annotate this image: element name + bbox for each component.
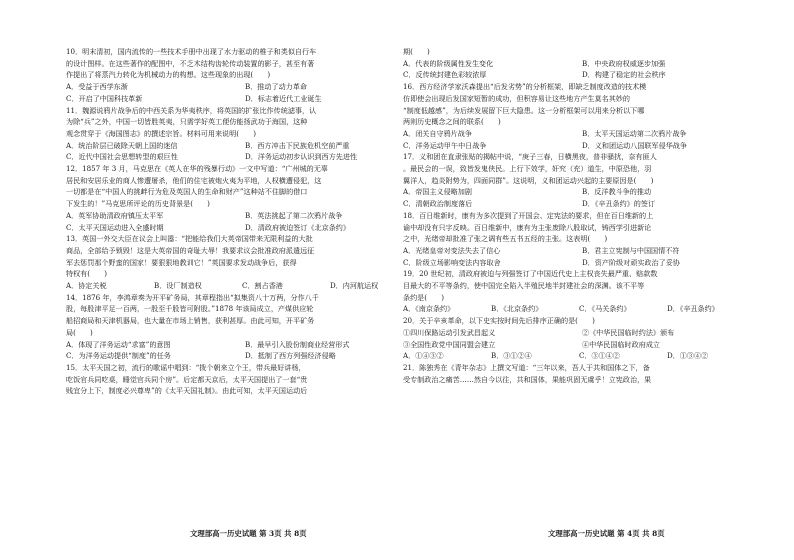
- option-d: D．资产阶级对顽实政治了妥协: [582, 257, 680, 267]
- option-d: D．洋务运动初步认识到西方先进性: [245, 152, 358, 162]
- question-12: [66, 163, 418, 233]
- question-stem-line: 11．魏源说鸦片战争后的中西关系为华夷秩序，将英国的扩张比作传统滤事，认: [66, 105, 317, 115]
- question-stem-line: 21．陈独秀在《青年杂志》上撰文写道：“三年以来，吾人于共和国体之下，备: [403, 362, 650, 372]
- question-stem-line: 的设计图样。在这些著作的配图中，不乏木结构齿轮传动装置的影子，甚至有著: [66, 58, 315, 68]
- option-d: D．清政府被迫签订《北京条约》: [245, 222, 350, 232]
- option-list: [403, 350, 755, 362]
- option-b: B．《北京条约》: [491, 304, 543, 314]
- option-a: A．统治阶层已破除天朝上国的迷信: [66, 140, 178, 150]
- option-d: D．①③④②: [667, 351, 709, 361]
- option-b: B．设厂制造权: [154, 281, 202, 291]
- option-c: C．割占香港: [242, 281, 283, 291]
- option-list: [66, 339, 418, 362]
- option-b: B．中央政府权威逐步加强: [582, 58, 666, 68]
- option-a: A．受益于西学东渐: [66, 82, 128, 92]
- option-c: C．洋务运动甲午中日战争: [403, 140, 487, 150]
- option-c: C．开启了中国科技革新: [66, 93, 143, 103]
- event-item: ③全国性政党中国同盟会建立: [403, 339, 496, 349]
- option-list: [403, 303, 755, 315]
- question-stem-line: 仿即使会出现后发国家短暂的成功，但积容易让这些地方产生莫名其妙的: [403, 93, 630, 103]
- option-a: A．体现了洋务运动“求富”的意图: [66, 339, 171, 349]
- question-stem-line: 12．1857 年 3 月，马克思在《英人在华的残暴行动》一文中写道：“广州城的无辜: [66, 164, 328, 174]
- page-footer: 文理部高一历史试题 第 4页 共 8页: [548, 529, 665, 538]
- question-stem-line: 目最大的不平等条约，使中国完全陷入半殖民地半封建社会的深渊。该不平等: [403, 281, 645, 291]
- question-stem-line: 18．百日维新时，康有为多次提到了开国会、定宪法的要求，但在百日维新的上: [403, 210, 654, 220]
- option-a: A．闭关自守鸦片战争: [403, 128, 472, 138]
- question-stem-line: 局( ): [66, 327, 93, 337]
- question-19: [403, 268, 755, 315]
- question-stem-line: 10．明末清初，国内流传的一些技术手册中出现了水力驱动的椎子和类似自行车: [66, 47, 317, 56]
- option-d: D．构建了稳定的社会秩序: [582, 70, 666, 80]
- option-b: B．西方冲击下民族危机空前严重: [245, 140, 350, 150]
- option-d: D．抵制了西方列强经济侵略: [245, 351, 336, 361]
- option-b: B．太平天国运动第二次鸦片战争: [582, 128, 687, 138]
- question-stem-line: 股，每股津平足一百两，一股至千股皆可附股。”1878 年该局成立，产煤供应轮: [66, 304, 314, 314]
- option-a: A．代表的阶级属性发生变化: [403, 58, 494, 68]
- option-d: D．标志着近代工业诞生: [245, 93, 322, 103]
- option-b: B．君主立宪制与中国国情不符: [582, 245, 680, 255]
- question-stem-line: 20．关于辛亥革命，以下史实按时间先后排序正确的是( ): [403, 316, 595, 326]
- option-list: [403, 186, 755, 209]
- option-d: D．义和团运动八国联军侵华战争: [582, 140, 687, 150]
- option-c: C．近代中国社会思想转型的艰巨性: [66, 152, 178, 162]
- option-list: [403, 245, 755, 268]
- question-stem-line: 商品，全部给予锁毁！这是大英帝国的奇耻大辱！我要求议会批准政府派遣远征: [66, 245, 315, 255]
- option-b: B．推动了动力革命: [245, 82, 307, 92]
- question-stem-line: 作提出了将蒸汽力转化为机械动力的构想。这些现象的出现( ): [66, 70, 271, 80]
- option-b: B．③①②④: [491, 351, 532, 361]
- option-c: C．③①④②: [579, 351, 620, 361]
- event-item: ①四川保路运动引发武昌起义: [403, 327, 496, 337]
- question-13: [66, 233, 418, 292]
- question-15-continued: [403, 46, 755, 81]
- question-stem-line: 船招商局和天津机器局，也大量在市场上销售，获利甚厚。由此可知，开平矿务: [66, 316, 315, 326]
- question-stem-line: 15．太平天国之初，流行的歌谣中唱到：“拨个朝来立个王，带兵最好讲杨，: [66, 362, 306, 372]
- option-a: A．《南京条约》: [403, 304, 455, 314]
- option-a: A．帝国主义侵略加剧: [403, 187, 472, 197]
- option-a: A．英军协助清政府镇压太平军: [66, 210, 164, 220]
- page-footer: 文理部高一历史试题 第 3页 共 8页: [190, 529, 307, 538]
- question-17: [403, 151, 755, 210]
- question-stem-line: 17．义和团在直隶张贴的揭帖中说，“庚子三春，日横黑夜，普非骚扰，奈有匪人: [403, 152, 657, 162]
- option-a: A．①④③②: [403, 351, 444, 361]
- option-a: A．协定关税: [66, 281, 107, 291]
- option-list: [66, 210, 418, 233]
- option-c: C．为洋务运动提供“制度”的任务: [66, 351, 171, 361]
- option-list: [403, 58, 755, 81]
- option-list: [66, 140, 418, 163]
- question-16: [403, 81, 755, 151]
- question-stem-line: 16．西方经济学家沃森提出“后发劣势”的分析框架，即缺乏制度改造的技术模: [403, 82, 647, 92]
- question-stem-line: 观念贯穿于《海国图志》的撰述宗旨。材料可用来说明( ): [66, 128, 256, 138]
- option-c: C．《马关条约》: [579, 304, 631, 314]
- question-11: [66, 105, 418, 164]
- question-20: [403, 315, 755, 362]
- question-stem-line: 13．英国一外交大臣在议会上叫嚣：“把能给我们大英帝国带来无限利益的大批: [66, 234, 313, 244]
- question-stem-line: 14．1876 年，李鸿章奏为开平矿务局，其章程指出“拟集资八十万两，分作八千: [66, 292, 319, 302]
- option-a: A．光绪皇帝对变法失去了信心: [403, 245, 501, 255]
- option-b: B．反洋教斗争的推动: [582, 187, 652, 197]
- question-stem-line: 吃饭官兵同吃桌，睡觉官兵同个房”。后定都天京后，太平天国提出了一套“贵: [66, 374, 308, 384]
- question-15: [66, 362, 418, 397]
- option-list: [403, 128, 755, 151]
- option-b: B．英法挑起了第二次鸦片战争: [245, 210, 343, 220]
- option-d: D．《辛丑条约》: [667, 304, 719, 314]
- question-stem-line: 特权有( ): [66, 269, 108, 279]
- option-d: D．《辛丑条约》的签订: [582, 199, 656, 209]
- option-c: C．太平天国运动进入全盛时期: [66, 222, 164, 232]
- question-stem-line: 受专制政治之痛苦……然自今以往，共和国体，果能巩固无虞乎！立宪政治，果: [403, 374, 652, 384]
- question-stem-line: 两则历史概念之间的联系( ): [403, 117, 501, 127]
- question-stem-line: 期( ): [403, 47, 430, 56]
- question-stem-line: 。最民会的一误，致皆发鬼侠民。上行下效学，奸究（充）道生，中原恐他，羽: [403, 164, 652, 174]
- option-b: B．最早引入股份制商业经营形式: [245, 339, 350, 349]
- option-list: [66, 280, 418, 292]
- question-stem-line: 19．20 世纪初，清政府被迫与列强签订了中国近代史上主权丧失最严重、赔款数: [403, 269, 658, 279]
- question-stem-line: 下发生的！”马克思所评论的历史背景是( ): [66, 199, 210, 209]
- option-list: [66, 81, 418, 104]
- question-14: [66, 292, 418, 362]
- event-item: ②《中华民国临时约法》颁布: [582, 327, 675, 337]
- question-stem-line: 居民和安居乐业的商人惨遭屠杀，他们的住宅被炮火夷为平地，人权横遭侵犯，这: [66, 175, 322, 185]
- question-stem-line: 条约是( ): [403, 292, 445, 302]
- option-c: C．反传统封建色彩较浓厚: [403, 70, 487, 80]
- question-21: [403, 362, 755, 385]
- question-stem-line: 贱宜分上下，制度必兴尊卑”的《太平天国礼制》。由此可知，太平天国运动后: [66, 386, 308, 396]
- question-stem-line: “制度低越感”，为后续发展留下巨大隐患。这一分析框架可以用来分析以下哪: [403, 105, 645, 115]
- question-stem-line: 谕中却没有只字反映。百日维新中，康有为主张废除八股取试，铸西学引进新论: [403, 222, 652, 232]
- event-item: ④中华民国临时政府成立: [582, 339, 661, 349]
- option-c: C．清朝政治制度落后: [403, 199, 473, 209]
- option-d: D．内河航运权: [330, 281, 379, 291]
- event-list: [403, 327, 755, 350]
- question-stem-line: 之中，光绪帝却批准了张之调有些五书五经的主张。这表明( ): [403, 234, 608, 244]
- question-stem-line: 翼洋人，趋炎附势为，四面同群”。这说明，义和团运动兴起的主要原因是( ): [403, 175, 654, 185]
- question-18: [403, 210, 755, 269]
- question-10: [66, 46, 418, 105]
- question-stem-line: 军去惩罚那个野蛮的国家！要狠狠地教训它！”英国要求发动战争后，获得: [66, 257, 297, 267]
- page-right-column: [403, 46, 755, 385]
- question-stem-line: 一切都是在“中国人的挑衅行为危及英国人的生命和财产”这种站不住脚的借口: [66, 187, 308, 197]
- page-left-column: [66, 46, 418, 397]
- option-c: C．阶级立场影响变法内容取舍: [403, 257, 501, 267]
- question-stem-line: 为除“兵”之外，中国一切皆胜英夷，只需学好英工便仿能扬武功于海国，这种: [66, 117, 308, 127]
